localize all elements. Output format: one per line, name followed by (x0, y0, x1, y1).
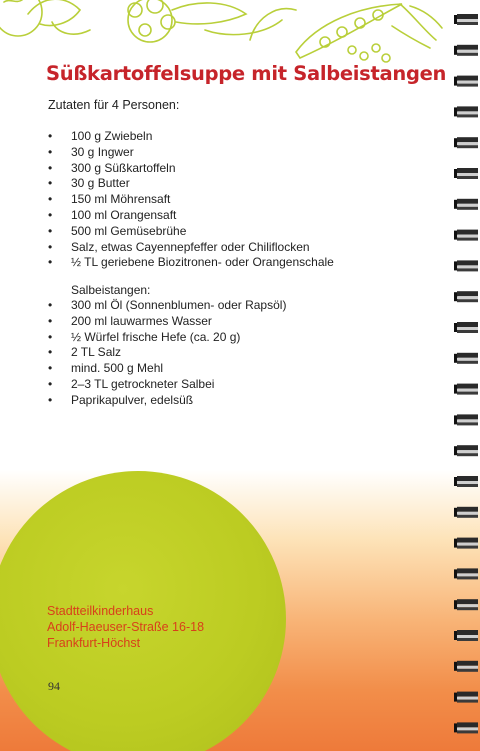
binding-loop (454, 568, 478, 579)
vegetable-illustration (0, 0, 445, 70)
binding-loop (454, 445, 478, 456)
ingredient-item: • 100 ml Orangensaft (48, 208, 334, 224)
ingredient-item: • 30 g Ingwer (48, 145, 334, 161)
salbeistangen-item: • 2 TL Salz (48, 345, 286, 361)
ingredient-item: • Salz, etwas Cayennepfeffer oder Chiliflocken (48, 240, 334, 256)
address-block (47, 603, 204, 651)
binding-loop (454, 661, 478, 672)
ingredient-item: • 100 g Zwiebeln (48, 129, 334, 145)
address-line: Stadtteilkinderhaus (47, 604, 154, 618)
binding-loop (454, 692, 478, 703)
binding-loop (454, 384, 478, 395)
binding-loop (454, 353, 478, 364)
ingredient-item: • 30 g Butter (48, 176, 334, 192)
binding-loop (454, 322, 478, 333)
spiral-binding (452, 0, 480, 751)
address-line: Frankfurt-Höchst (47, 636, 141, 650)
salbeistangen-item: • 300 ml Öl (Sonnenblumen- oder Rapsöl) (48, 298, 286, 314)
binding-loop (454, 507, 478, 518)
binding-loop (454, 476, 478, 487)
salbeistangen-heading: Salbeistangen: (71, 283, 151, 297)
binding-loop (454, 291, 478, 302)
servings-label: Zutaten für 4 Personen: (48, 98, 180, 112)
salbeistangen-item: • Paprikapulver, edelsüß (48, 393, 286, 409)
binding-loop (454, 630, 478, 641)
salbeistangen-item: • mind. 500 g Mehl (48, 361, 286, 377)
binding-loop (454, 137, 478, 148)
recipe-title: Süßkartoffelsuppe mit Salbeistangen (46, 62, 447, 85)
ingredient-item: • ½ TL geriebene Biozitronen- oder Orangenschale (48, 255, 334, 271)
binding-loop (454, 538, 478, 549)
binding-loop (454, 599, 478, 610)
page-number: 94 (48, 679, 60, 693)
ingredient-item: • 150 ml Möhrensaft (48, 192, 334, 208)
ingredient-item: • 500 ml Gemüsebrühe (48, 224, 334, 240)
binding-loop (454, 76, 478, 87)
binding-loop (454, 168, 478, 179)
salbeistangen-list (48, 298, 286, 409)
ingredient-item: • 300 g Süßkartoffeln (48, 161, 334, 177)
binding-loop (454, 14, 478, 25)
binding-loop (454, 230, 478, 241)
binding-loop (454, 414, 478, 425)
salbeistangen-item: • 2–3 TL getrockneter Salbei (48, 377, 286, 393)
binding-loop (454, 199, 478, 210)
ingredient-list (48, 129, 334, 271)
binding-loop (454, 722, 478, 733)
binding-loop (454, 106, 478, 117)
address-line: Adolf-Haeuser-Straße 16-18 (47, 620, 205, 634)
salbeistangen-item: • 200 ml lauwarmes Wasser (48, 314, 286, 330)
binding-loop (454, 45, 478, 56)
binding-loop (454, 260, 478, 271)
salbeistangen-item: • ½ Würfel frische Hefe (ca. 20 g) (48, 330, 286, 346)
